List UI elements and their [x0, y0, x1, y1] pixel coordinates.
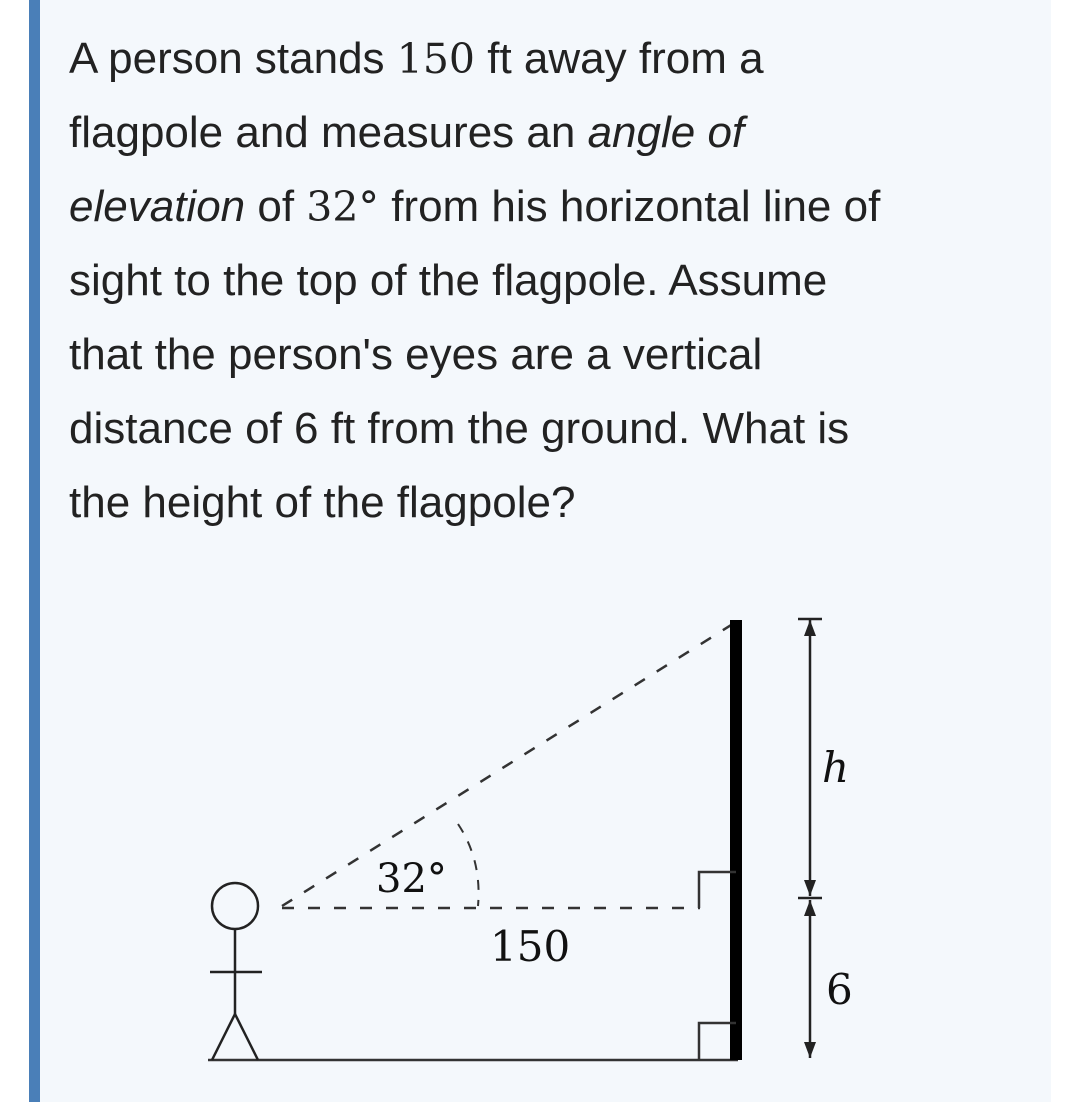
question-line-2: flagpole and measures an angle of — [69, 108, 745, 157]
eye-height-label: 6 — [826, 965, 853, 1014]
height-dimension — [798, 619, 822, 898]
eye-height-arrow-bottom — [804, 1042, 816, 1058]
eye-height-dimension — [804, 900, 816, 1058]
person-head — [212, 883, 258, 929]
person-right-leg — [235, 1014, 258, 1060]
angle-label: 32° — [376, 856, 447, 902]
line-of-sight — [282, 622, 736, 906]
question-line-3: elevation of 32° from his horizontal line of — [69, 182, 881, 231]
distance-label: 150 — [490, 922, 571, 971]
question-line-1: A person stands 150 ft away from a — [69, 34, 764, 83]
elevation-term: elevation — [69, 182, 246, 231]
distance-value: 150 — [396, 35, 476, 83]
person-left-leg — [212, 1014, 235, 1060]
angle-arc — [458, 824, 479, 906]
question-line-7: the height of the flagpole? — [69, 478, 576, 527]
question-line-5: that the person's eyes are a vertical — [69, 330, 763, 379]
angle-value: 32° — [306, 183, 379, 231]
angle-of-term: angle of — [587, 108, 745, 157]
height-label: h — [822, 743, 850, 792]
person-figure — [210, 883, 262, 1060]
height-arrow-bottom — [804, 880, 816, 896]
eye-height-arrow-top — [804, 900, 816, 916]
height-arrow-top — [804, 620, 816, 636]
question-line-4: sight to the top of the flagpole. Assume — [69, 256, 828, 305]
question-line-6: distance of 6 ft from the ground. What is — [69, 404, 850, 453]
